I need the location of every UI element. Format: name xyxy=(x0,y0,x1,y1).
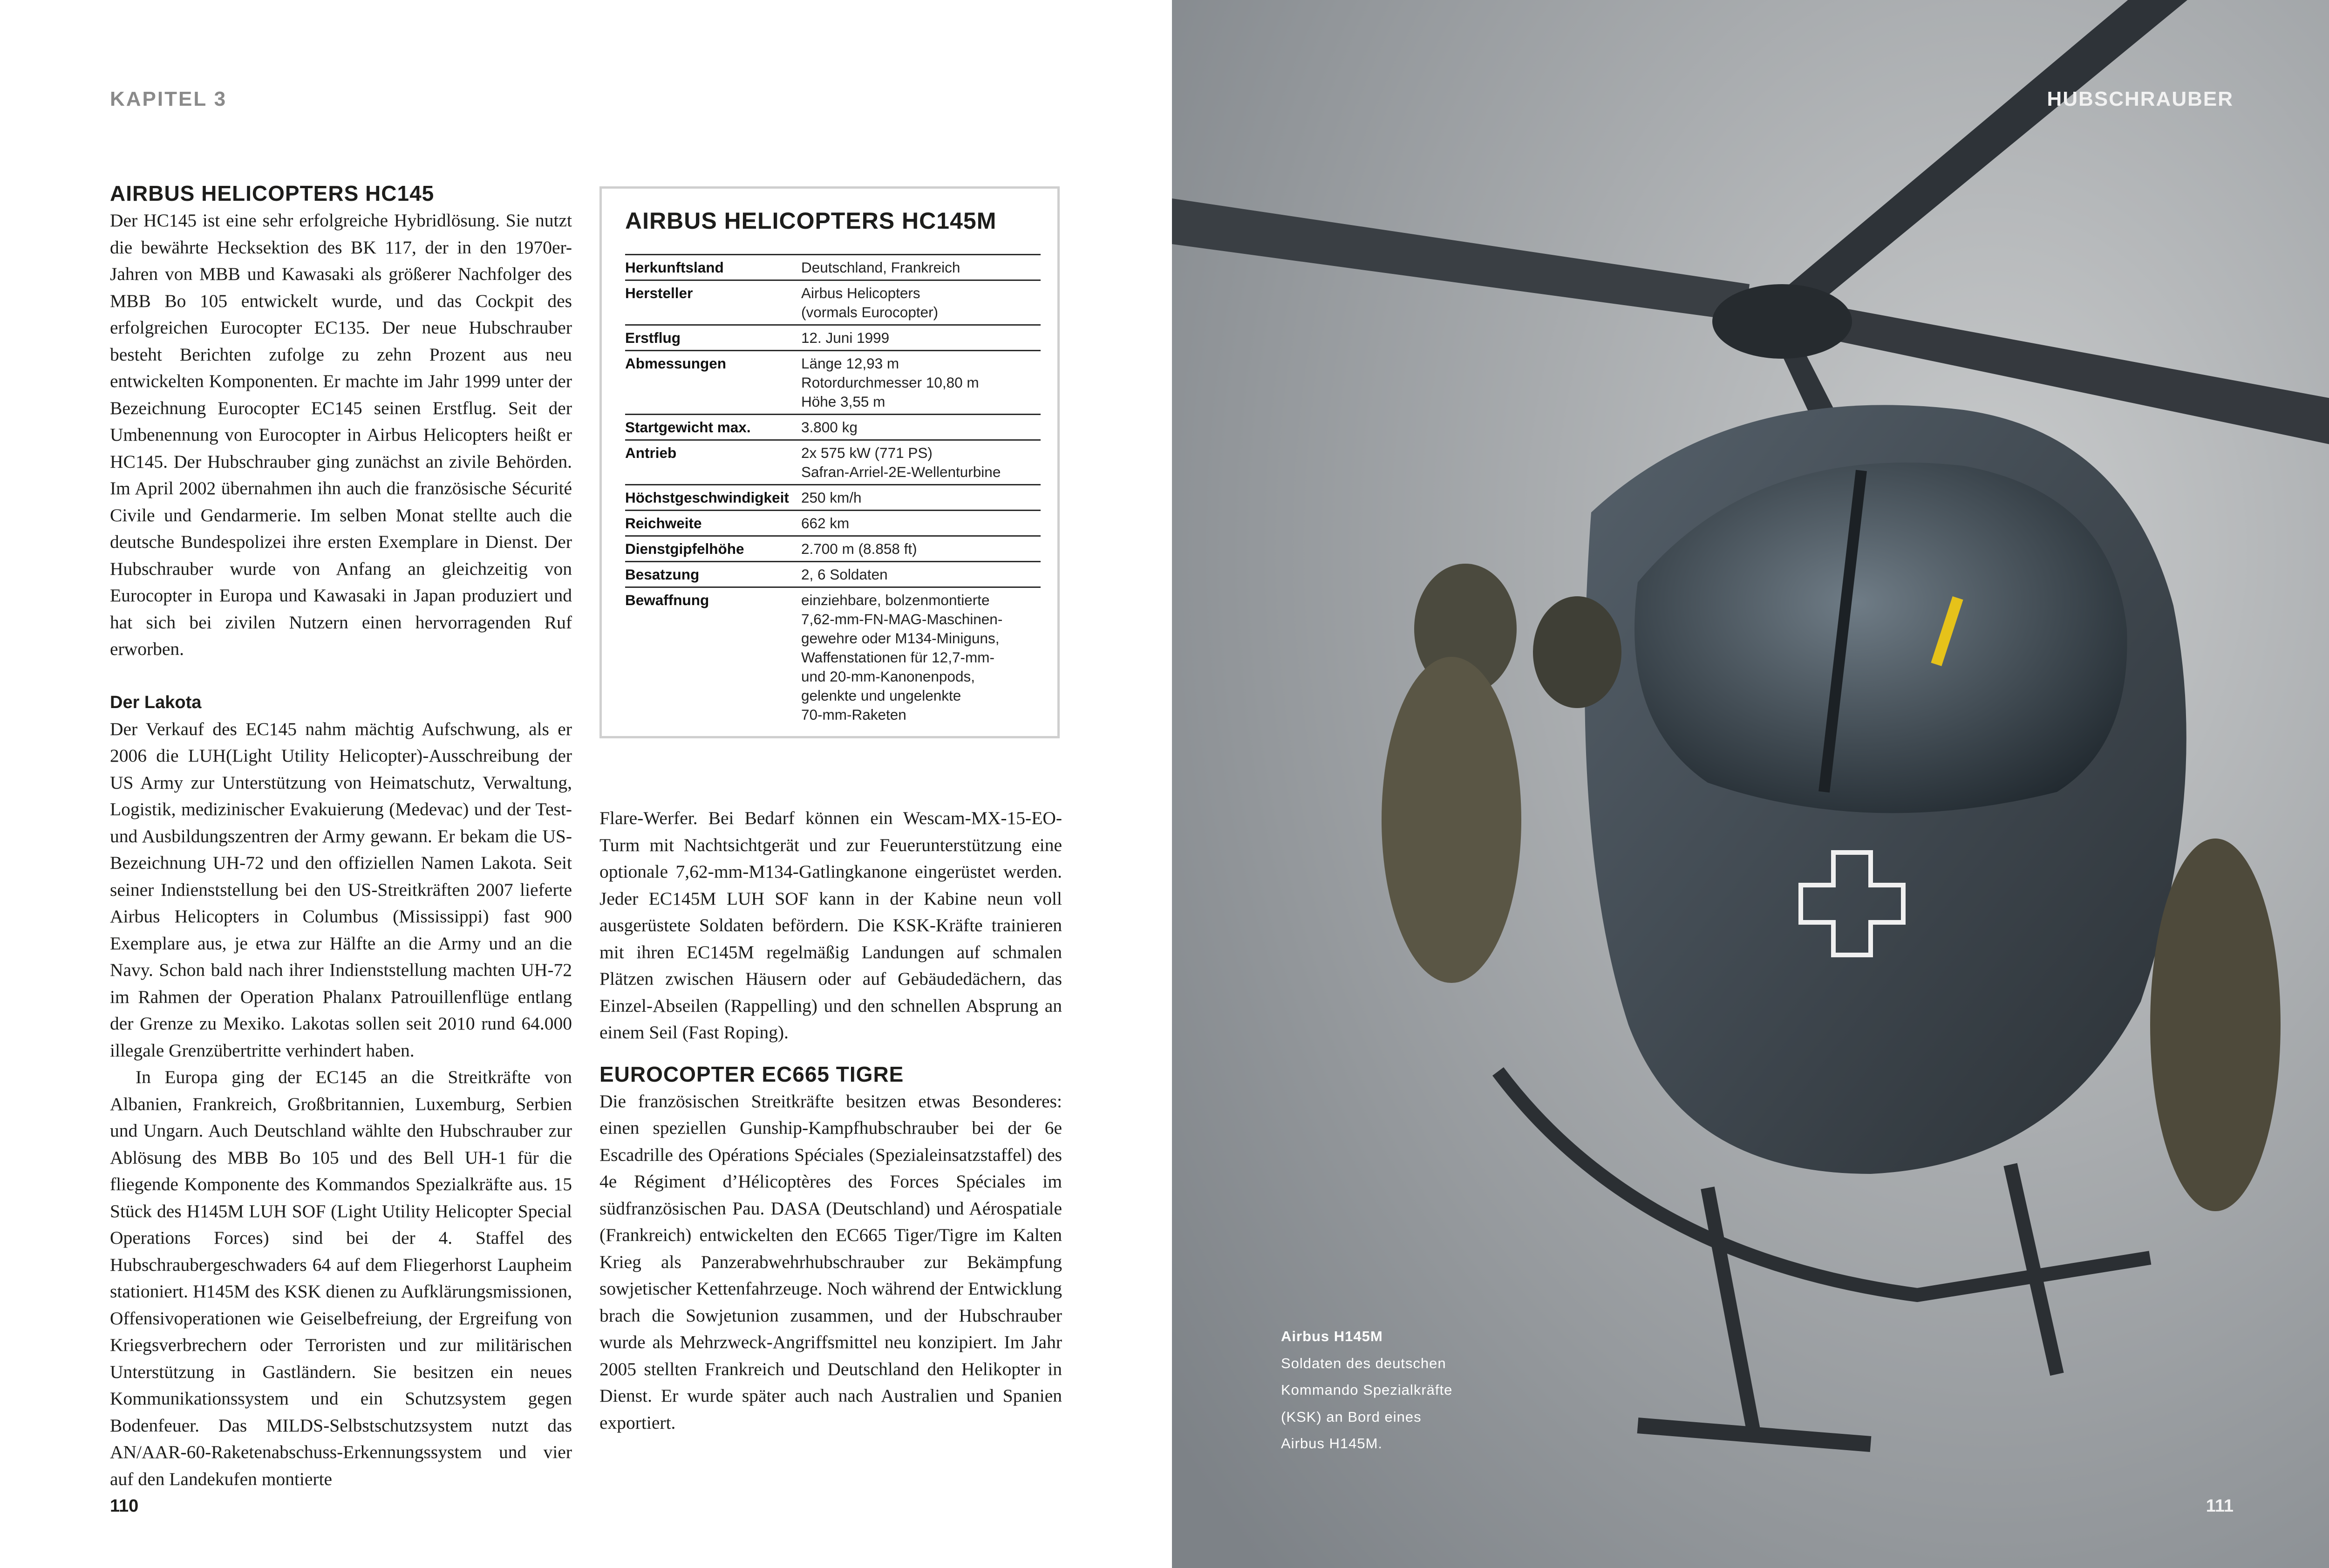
middle-text-column xyxy=(599,805,1062,1436)
spec-row xyxy=(625,485,1041,511)
soldier-right xyxy=(2150,839,2281,1211)
spec-row xyxy=(625,440,1041,485)
rotor-hub xyxy=(1712,284,1852,359)
spec-label: Dienstgipfelhöhe xyxy=(625,536,801,562)
spec-label: Startgewicht max. xyxy=(625,415,801,440)
spec-row xyxy=(625,511,1041,536)
spec-row xyxy=(625,587,1041,727)
spec-row xyxy=(625,351,1041,415)
spec-label: Abmessungen xyxy=(625,351,801,415)
spec-label: Antrieb xyxy=(625,440,801,485)
spec-row xyxy=(625,255,1041,280)
spec-value: Länge 12,93 m Rotordurchmesser 10,80 m Höhe 3,55 m xyxy=(801,351,1041,415)
spec-label: Besatzung xyxy=(625,562,801,587)
spec-value: 2, 6 Soldaten xyxy=(801,562,1041,587)
section-label: HUBSCHRAUBER xyxy=(2047,88,2234,110)
caption-line-1: Soldaten des deutschen xyxy=(1281,1355,1446,1371)
spec-value: 12. Juni 1999 xyxy=(801,325,1041,351)
paragraph-lakota: Der Verkauf des EC145 nahm mächtig Aufschwung, als er 2006 die LUH(Light Utility Helicopter)-Ausschreibung der US Army zur Unterstützung von Heimatschutz, Verwaltung, Logistik, medizinischer Evakuierung (Medevac) und der Test- und Ausbildungszentren der Army gewann. Er bekam die US- Bezeichnung UH-72 und den offiziellen Namen Lakota. Seit seiner Indienststellung bei den US-Streitkräften 2007 lieferte Airbus Helicopters in Columbus (Mississippi) fast 900 Exemplare aus, je etwa zur Hälfte an die Army und an die Navy. Schon bald nach ihrer Indienststellung machten UH-72 im Rahmen der Operation Phalanx Patrouillenflüge entlang der Grenze zu Mexiko. Lakotas sollen seit 2010 rund 64.000 illegale Grenzübertritte verhindert haben. xyxy=(110,718,572,1061)
heading-hc145: AIRBUS HELICOPTERS HC145 xyxy=(110,181,435,205)
spec-value: 2x 575 kW (771 PS) Safran-Arriel-2E-Wellenturbine xyxy=(801,440,1041,485)
spec-row xyxy=(625,536,1041,562)
spec-value: 662 km xyxy=(801,511,1041,536)
paragraph-tigre: Die französischen Streitkräfte besitzen etwas Besonderes: einen speziellen Gunship-Kampfhubschrauber bei der 6e Escadrille des Opérations Spéciales (Spezialeinsatzstaffel) des 4e Régiment d’Hélicoptères des Forces Spéciales im südfranzösischen Pau. DASA (Deutschland) und Aérospatiale (Frankreich) entwickelten den EC665 Tiger/Tigre im Kalten Krieg als Panzerabwehrhubschrauber zur Bekämpfung sowjetischer Kettenfahrzeuge. Noch während der Entwicklung brach die Sowjetunion zusammen, und der Hubschrauber wurde als Mehrzweck-Angriffsmittel neu konzipiert. Im Jahr 2005 stellten Frankreich und Deutschland den Helikopter in Dienst. Er wurde später auch nach Australien und Spanien exportiert. xyxy=(599,1091,1062,1433)
paragraph-hc145: Der HC145 ist eine sehr erfolgreiche Hybridlösung. Sie nutzt die bewährte Hecksektion des BK 117, der in den 1970er-Jahren von MBB und Kawasaki als größerer Nachfolger des MBB Bo 105 entwickelt wurde, und das Cockpit des erfolgreichen Eurocopter EC135. Der neue Hubschrauber besteht Berichten zufolge zu zehn Prozent aus neu entwickelten Komponenten. Er machte im Jahr 1999 unter der Bezeichnung Eurocopter EC145 seinen Erstflug. Seit der Umbenennung von Eurocopter in Airbus Helicopters heißt er HC145. Der Hubschrauber ging zunächst an zivile Behörden. Im April 2002 übernahmen ihn auch die französische Sécurité Civile und Gendarmerie. Im selben Monat stellte auch die deutsche Bundespolizei ihre ersten Exemplare in Dienst. Der Hubschrauber wurde von Anfang an gleichzeitig von Eurocopter in Europa und Kawasaki in Japan produziert und hat sich bei zivilen Nutzern einen hervorragenden Ruf erworben. xyxy=(110,210,572,659)
spec-value: 2.700 m (8.858 ft) xyxy=(801,536,1041,562)
soldier-left-2 xyxy=(1533,596,1621,708)
spec-box xyxy=(599,186,1060,738)
spec-value: Airbus Helicopters (vormals Eurocopter) xyxy=(801,280,1041,325)
paragraph-flare: Flare-Werfer. Bei Bedarf können ein Wescam-MX-15-EO-Turm mit Nachtsichtgerät und zur Feuerunterstützung eine optionale 7,62-mm-M134-Gatlingkanone eingerüstet werden. Jeder EC145M LUH SOF kann in der Kabine neun voll ausgerüstete Soldaten befördern. Die KSK-Kräfte trainieren mit ihren EC145M regelmäßig Landungen auf schmalen Plätzen zwischen Häusern oder auf Gebäudedächern, das Einzel-Abseilen (Rappelling) und den schnellen Absprung an einem Seil (Fast Roping). xyxy=(599,808,1062,1043)
caption-line-4: Airbus H145M. xyxy=(1281,1435,1383,1452)
heading-tigre: EUROCOPTER EC665 TIGRE xyxy=(599,1062,904,1086)
spec-table xyxy=(625,254,1041,727)
soldier-left-body xyxy=(1382,657,1521,983)
photo-page xyxy=(1172,0,2329,1568)
spec-value: Deutschland, Frankreich xyxy=(801,255,1041,280)
spec-label: Bewaffnung xyxy=(625,592,709,608)
caption-line-3: (KSK) an Bord eines xyxy=(1281,1408,1422,1425)
spec-label: Höchstgeschwindigkeit xyxy=(625,485,801,511)
spec-label: Herkunftsland xyxy=(625,255,801,280)
caption-line-2: Kommando Spezialkräfte xyxy=(1281,1382,1453,1398)
paragraph-europe: In Europa ging der EC145 an die Streitkräfte von Albanien, Frankreich, Großbritannien, Luxemburg, Serbien und Ungarn. Auch Deutschland wählte den Hubschrauber zur Ablösung des MBB Bo 105 und des Bell UH-1 für die fliegende Komponente des Kommandos Spezialkräfte aus. 15 Stück des H145M LUH SOF (Light Utility Helicopter Special Operations Forces) sind bei der 4. Staffel des Hubschraubergeschwaders 64 auf dem Fliegerhorst Laupheim stationiert. H145M des KSK dienen zu Aufklärungsmissionen, Offensivoperationen wie Geiselbefreiung, der Ergreifung von Kriegsverbrechern oder Terroristen und zur militärischen Unterstützung in Gastländern. Sie besitzen ein neues Kommunikationssystem und ein Schutzsystem gegen Bodenfeuer. Das MILDS-Selbstschutzsystem nutzt das AN/AAR-60-Raketenabschuss-Erkennungssystem und vier auf den Landekufen montierte xyxy=(110,1067,572,1489)
spec-label: Erstflug xyxy=(625,325,801,351)
page-number-right: 111 xyxy=(2206,1496,2234,1516)
spec-value: 3.800 kg xyxy=(801,415,1041,440)
caption-title: Airbus H145M xyxy=(1281,1328,1383,1344)
spec-title: AIRBUS HELICOPTERS HC145M xyxy=(625,208,997,234)
spec-row xyxy=(625,415,1041,440)
spec-label: Reichweite xyxy=(625,511,801,536)
subheading-lakota: Der Lakota xyxy=(110,692,202,712)
chapter-label: KAPITEL 3 xyxy=(110,88,227,110)
page-number-left: 110 xyxy=(110,1496,139,1516)
spec-row xyxy=(625,562,1041,587)
photo-caption xyxy=(1281,1323,1477,1457)
spec-row xyxy=(625,325,1041,351)
left-text-column xyxy=(110,179,572,1493)
spec-label: Hersteller xyxy=(625,280,801,325)
spec-row xyxy=(625,280,1041,325)
spec-value: 250 km/h xyxy=(801,485,1041,511)
spec-value: einziehbare, bolzenmontierte 7,62-mm-FN-MAG-Maschinen- gewehre oder M134-Miniguns, Waffenstationen für 12,7-mm- und 20-mm-Kanonenpods, gelenkte und ungelenkte 70-mm-Raketen xyxy=(801,592,1003,723)
